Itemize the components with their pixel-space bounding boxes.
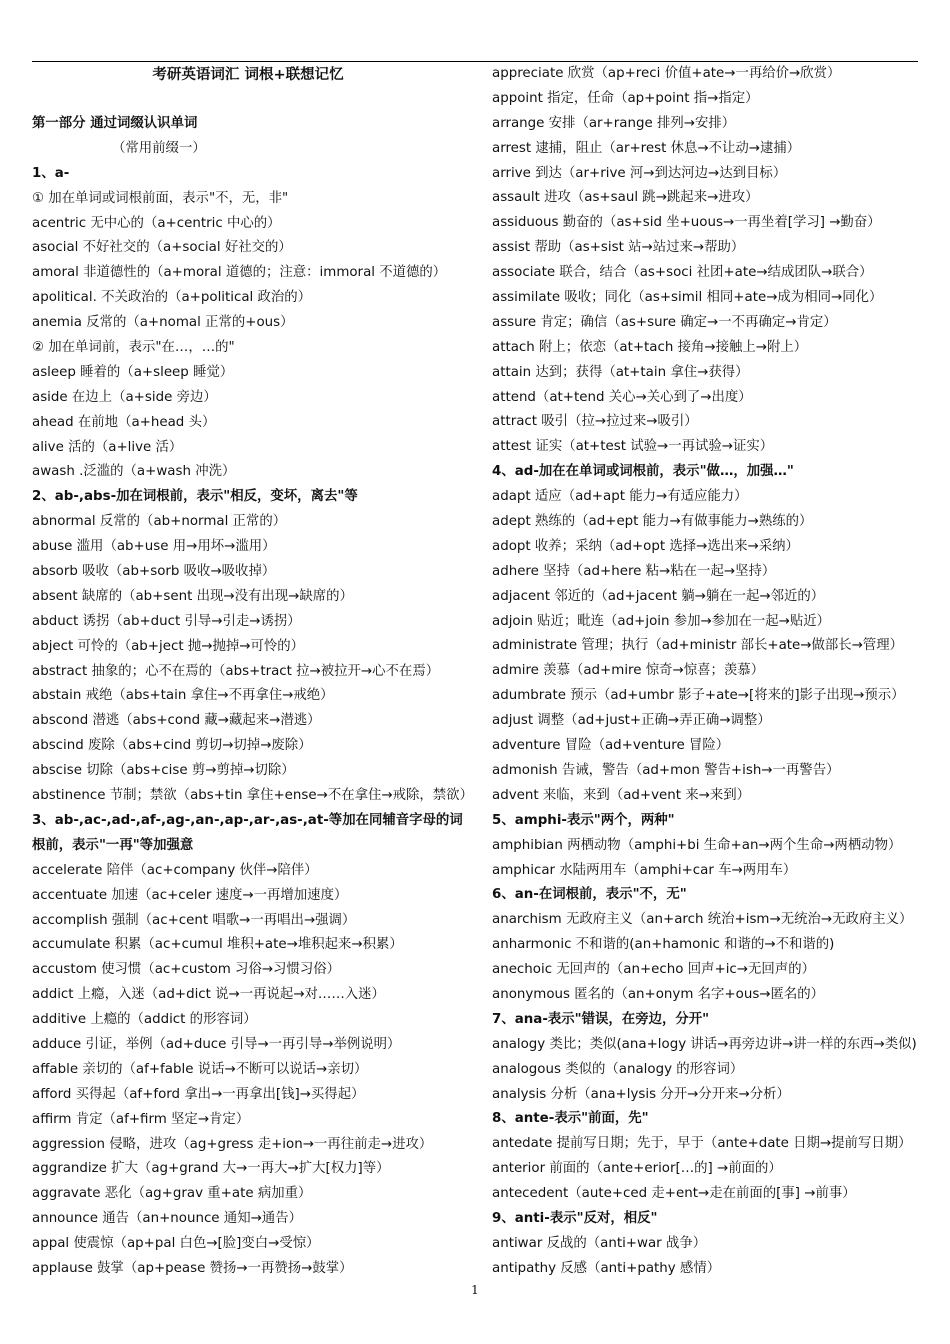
vocab-entry: absorb 吸收（ab+sorb 吸收→吸收掉） [32, 564, 276, 580]
vocab-entry: anterior 前面的（ante+erior[…的] →前面的） [492, 1161, 782, 1177]
title-spacer [32, 89, 472, 112]
vocab-entry: attest 证实（at+test 试验→一再试验→证实） [492, 439, 774, 455]
vocab-entry: appal 使震惊（ap+pal 白色→[脸]变白→受惊） [32, 1236, 320, 1252]
left-entries [32, 112, 472, 1282]
vocab-entry: aside 在边上（a+side 旁边） [32, 389, 217, 405]
vocab-entry: awash .泛滥的（a+wash 冲洗） [32, 464, 236, 480]
vocab-entry: acentric 无中心的（a+centric 中心的） [32, 215, 281, 231]
vocab-entry: assure 肯定；确信（as+sure 确定→一不再确定→肯定） [492, 314, 837, 330]
vocab-entry: aggrandize 扩大（ag+grand 大→一再大→扩大[权力]等） [32, 1161, 390, 1177]
section-heading: 5、amphi-表示"两个，两种" [492, 812, 675, 828]
vocab-entry: （常用前缀一） [112, 140, 206, 156]
vocab-entry: addict 上瘾，入迷（ad+dict 说→一再说起→对……入迷） [32, 987, 385, 1003]
vocab-entry: abscond 潜逃（abs+cond 藏→藏起来→潜逃） [32, 713, 321, 729]
vocab-entry: analysis 分析（ana+lysis 分开→分开来→分析） [492, 1086, 790, 1102]
section-heading: 1、a- [32, 165, 70, 181]
document-title: 考研英语词汇 词根+联想记忆 [152, 67, 344, 83]
vocab-entry: anemia 反常的（a+nomal 正常的+ous） [32, 315, 294, 331]
vocab-entry: associate 联合，结合（as+soci 社团+ate→结成团队→联合） [492, 265, 873, 281]
vocab-entry: accelerate 陪伴（ac+company 伙伴→陪伴） [32, 862, 318, 878]
vocab-entry: admire 羡慕（ad+mire 惊奇→惊喜；羡慕） [492, 663, 765, 679]
vocab-entry: attract 吸引（拉→拉过来→吸引） [492, 414, 698, 430]
vocab-entry: applause 鼓掌（ap+pease 赞扬→一再赞扬→鼓掌） [32, 1261, 353, 1276]
vocab-entry: asocial 不好社交的（a+social 好社交的） [32, 240, 292, 256]
vocab-entry: abduct 诱拐（ab+duct 引导→引走→诱拐） [32, 613, 301, 629]
vocab-entry: ahead 在前地（a+head 头） [32, 414, 216, 430]
vocab-entry: advent 来临，来到（ad+vent 来→来到） [492, 787, 751, 803]
vocab-entry: adopt 收养；采纳（ad+opt 选择→选出来→采纳） [492, 538, 799, 554]
vocab-entry: admonish 告诫，警告（ad+mon 警告+ish→一再警告） [492, 762, 840, 778]
section-heading: 8、ante-表示"前面，先" [492, 1111, 649, 1127]
section-heading: 9、anti-表示"反对，相反" [492, 1210, 658, 1226]
vocab-entry: arrange 安排（ar+range 排列→安排） [492, 115, 736, 131]
vocab-entry: assault 进攻（as+saul 跳→跳起来→进攻） [492, 190, 759, 206]
vocab-entry: amphibian 两栖动物（amphi+bi 生命+an→两个生命→两栖动物） [492, 837, 902, 853]
vocab-entry: adumbrate 预示（ad+umbr 影子+ate→[将来的]影子出现→预示） [492, 688, 905, 704]
vocab-entry: accomplish 强制（ac+cent 唱歌→一再唱出→强调） [32, 912, 356, 928]
section-heading: 4、ad-加在在单词或词根前，表示"做…，加强…" [492, 464, 794, 480]
vocab-entry: accumulate 积累（ac+cumul 堆积+ate→堆积起来→积累） [32, 937, 403, 953]
vocab-entry: ② 加在单词前，表示"在…，…的" [32, 340, 235, 356]
vocab-entry: absent 缺席的（ab+sent 出现→没有出现→缺席的） [32, 588, 353, 604]
vocab-entry: adjoin 贴近；毗连（ad+join 参加→参加在一起→贴近） [492, 613, 831, 629]
vocab-entry: abstinence 节制；禁欲（abs+tin 拿住+ense→不在拿住→戒除，禁欲） [32, 788, 473, 804]
vocab-entry: adept 熟练的（ad+ept 能力→有做事能力→熟练的） [492, 514, 813, 530]
right-column [492, 62, 922, 1282]
vocab-entry: appoint 指定，任命（ap+point 指→指定） [492, 90, 759, 106]
vocab-entry: adjacent 邻近的（ad+jacent 躺→躺在一起→邻近的） [492, 588, 825, 604]
vocab-entry: anarchism 无政府主义（an+arch 统治+ism→无统治→无政府主义） [492, 912, 913, 928]
vocab-entry: antedate 提前写日期；先于，早于（ante+date 日期→提前写日期） [492, 1136, 912, 1152]
vocab-entry: adjust 调整（ad+just+正确→弄正确→调整） [492, 713, 771, 729]
vocab-entry: analogy 类比；类似(ana+logy 讲话→再旁边讲→讲一样的东西→类似) [492, 1036, 917, 1052]
vocab-entry: additive 上瘾的（addict 的形容词） [32, 1012, 257, 1028]
vocab-entry: adhere 坚持（ad+here 粘→粘在一起→坚持） [492, 563, 776, 579]
vocab-entry: assist 帮助（as+sist 站→站过来→帮助） [492, 240, 745, 256]
page-number: 1 [471, 1283, 479, 1297]
vocab-entry: asleep 睡着的（a+sleep 睡觉） [32, 364, 234, 380]
vocab-entry: ① 加在单词或词根前面，表示"不，无，非" [32, 190, 289, 206]
vocab-entry: adapt 适应（ad+apt 能力→有适应能力） [492, 489, 748, 505]
right-entries [492, 62, 922, 1282]
vocab-entry: abstract 抽象的；心不在焉的（abs+tract 拉→被拉开→心不在焉） [32, 663, 440, 679]
vocab-entry: abscise 切除（abs+cise 剪→剪掉→切除） [32, 763, 295, 779]
vocab-entry: anonymous 匿名的（an+onym 名字+ous→匿名的） [492, 986, 825, 1002]
vocab-entry: afford 买得起（af+ford 拿出→一再拿出[钱]→买得起） [32, 1086, 365, 1102]
vocab-entry: accustom 使习惯（ac+custom 习俗→习惯习俗） [32, 962, 341, 978]
vocab-entry: abstain 戒绝（abs+tain 拿住→不再拿住→戒绝） [32, 688, 334, 704]
vocab-entry: accentuate 加速（ac+celer 速度→一再增加速度） [32, 887, 348, 903]
section-heading: 7、ana-表示"错误，在旁边，分开" [492, 1011, 710, 1027]
vocab-entry: attach 附上；依恋（at+tach 接角→接触上→附上） [492, 339, 808, 355]
vocab-entry: abuse 滥用（ab+use 用→用坏→滥用） [32, 539, 276, 555]
vocab-entry: adventure 冒险（ad+venture 冒险） [492, 738, 730, 754]
section-heading: 第一部分 通过词缀认识单词 [32, 116, 198, 131]
section-heading: 2、ab-,abs-加在词根前，表示"相反，变坏，离去"等 [32, 489, 358, 505]
vocab-entry: arrest 逮捕，阻止（ar+rest 休息→不让动→逮捕） [492, 140, 801, 156]
vocab-entry: amoral 非道德性的（a+moral 道德的；注意：immoral 不道德的） [32, 265, 447, 281]
vocab-entry: anechoic 无回声的（an+echo 回声+ic→无回声的） [492, 962, 815, 978]
vocab-entry: antipathy 反感（anti+pathy 感情） [492, 1260, 721, 1276]
section-heading: 6、an-在词根前，表示"不，无" [492, 887, 687, 903]
vocab-entry: abject 可怜的（ab+ject 抛→抛掉→可怜的） [32, 638, 305, 654]
left-column [32, 62, 472, 1282]
vocab-entry: abscind 废除（abs+cind 剪切→切掉→废除） [32, 738, 312, 754]
vocab-entry: administrate 管理；执行（ad+ministr 部长+ate→做部长→管理） [492, 638, 904, 654]
vocab-entry: abnormal 反常的（ab+normal 正常的） [32, 514, 287, 530]
vocab-entry: assiduous 勤奋的（as+sid 坐+uous→一再坐着[学习] →勤奋） [492, 215, 881, 231]
vocab-entry: arrive 到达（ar+rive 河→到达河边→达到目标） [492, 165, 787, 181]
section-heading: 3、ab-,ac-,ad-,af-,ag-,an-,ap-,ar-,as-,at-等加在同辅音字母的词根前，表示"一再"等加强意 [32, 812, 463, 853]
vocab-entry: announce 通告（an+nounce 通知→通告） [32, 1211, 302, 1227]
vocab-entry: assimilate 吸收；同化（as+simil 相同+ate→成为相同→同化） [492, 290, 883, 306]
vocab-entry: adduce 引证，举例（ad+duce 引导→一再引导→举例说明） [32, 1036, 401, 1052]
vocab-entry: amphicar 水陆两用车（amphi+car 车→两用车） [492, 862, 797, 878]
vocab-entry: antecedent（aute+ced 走+ent→走在前面的[事] →前事） [492, 1186, 856, 1202]
vocab-entry: appreciate 欣赏（ap+reci 价值+ate→一再给价→欣赏） [492, 66, 841, 81]
vocab-entry: affable 亲切的（af+fable 说话→不断可以说话→亲切） [32, 1061, 368, 1077]
vocab-entry: analogous 类似的（analogy 的形容词） [492, 1061, 744, 1077]
vocab-entry: aggression 侵略，进攻（ag+gress 走+ion→一再往前走→进攻） [32, 1136, 433, 1152]
vocab-entry: alive 活的（a+live 活） [32, 439, 183, 455]
vocab-entry: antiwar 反战的（anti+war 战争） [492, 1235, 707, 1251]
vocab-entry: aggravate 恶化（ag+grav 重+ate 病加重） [32, 1186, 312, 1202]
vocab-entry: attain 达到；获得（at+tain 拿住→获得） [492, 364, 749, 380]
vocab-entry: anharmonic 不和谐的(an+hamonic 和谐的→不和谐的) [492, 937, 835, 953]
vocab-entry: apolitical. 不关政治的（a+political 政治的） [32, 290, 312, 306]
vocab-entry: attend（at+tend 关心→关心到了→出度） [492, 389, 752, 405]
vocab-entry: affirm 肯定（af+firm 坚定→肯定） [32, 1111, 250, 1127]
